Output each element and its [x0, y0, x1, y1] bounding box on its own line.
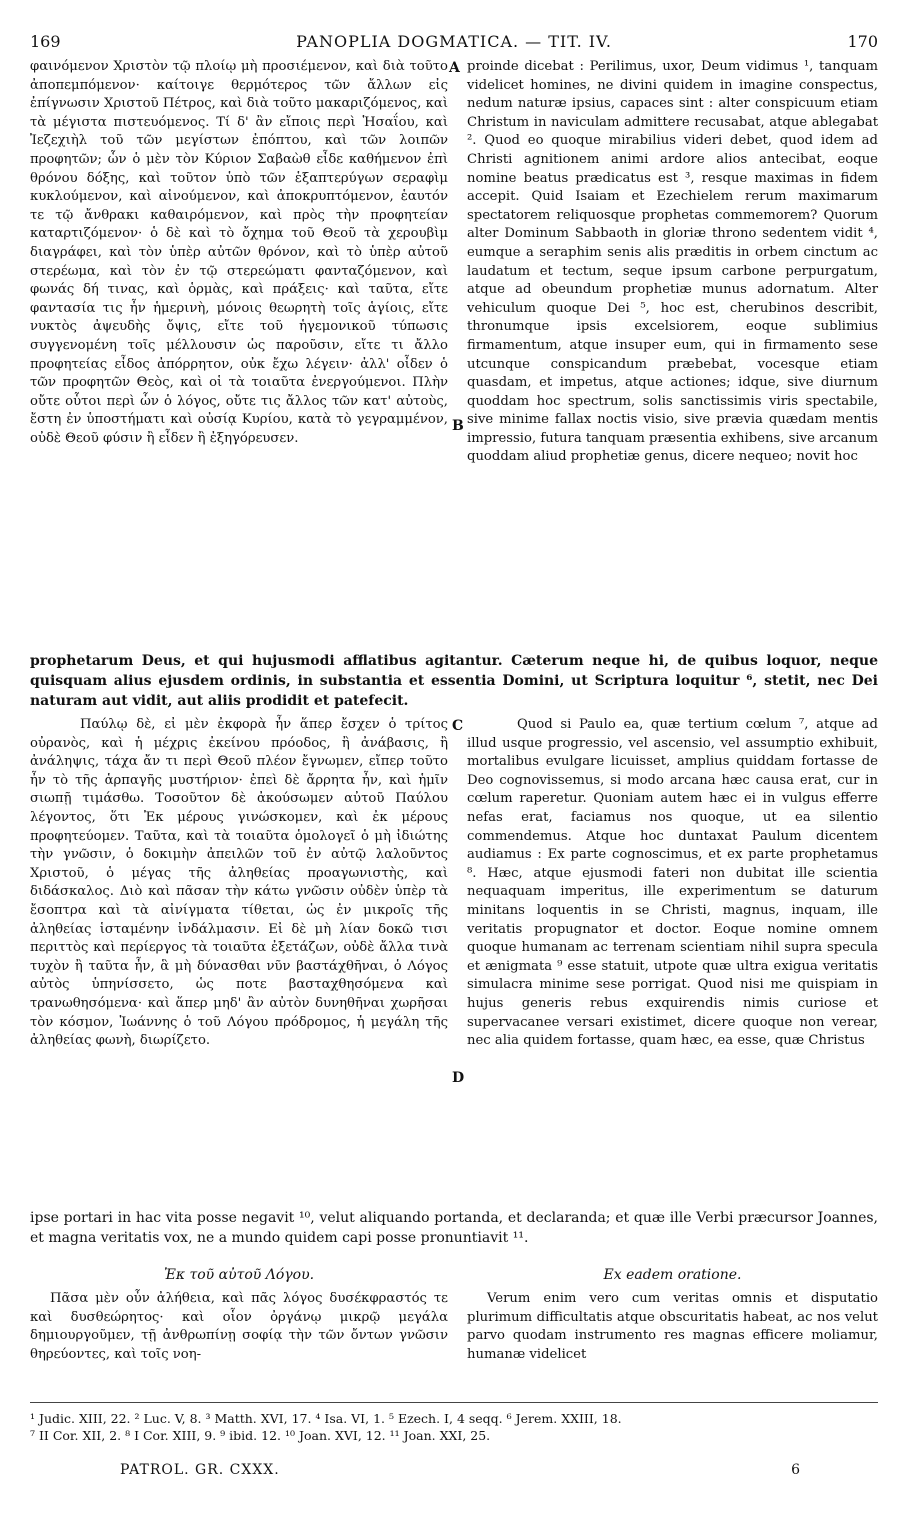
greek-paragraph-3: Πᾶσα μὲν οὖν ἀλήθεια, καὶ πᾶς λόγος δυσέκφραστός τε καὶ δυσθεώρητος· καὶ οἷον ὀργάνῳ μικρῷ μεγάλα δημιουργοῦμεν, τῇ ἀνθρωπίνῃ σοφίᾳ τὴν τῶν ὄντων γνῶσιν θηρεύοντες, καὶ τοῖς νοη- — [30, 1291, 448, 1362]
latin-column-3 — [467, 1290, 878, 1364]
footnote-rule — [30, 1402, 878, 1403]
greek-paragraph-1: φαινόμενον Χριστὸν τῷ πλοίῳ μὴ προσιέμενον, καὶ διὰ τοῦτο ἀποπεμπόμενον· καίτοιγε θερμότερος τῶν ἄλλων εἰς ἐπίγνωσιν Χριστοῦ Πέτρος, καὶ διὰ τοῦτο μακαριζόμενος, καὶ τὰ μέγιστα πιστευόμενος. Τί δ' ἂν εἴποις περὶ Ἡσαΐου, καὶ Ἰεζεχιὴλ τοῦ τῶν μεγίστων ἐπόπτου, καὶ τῶν λοιπῶν προφητῶν; ὧν ὁ μὲν τὸν Κύριον Σαβαὼθ εἶδε καθήμενον ἐπὶ θρόνου δόξης, καὶ τοῦτον ὑπὸ τῶν ἑξαπτερύγων σεραφὶμ κυκλούμενον, καὶ αἰνούμενον, καὶ ἀποκρυπτόμενον, ἑαυτόν τε τῷ ἄνθρακι καθαιρόμενον, καὶ πρὸς τὴν προφητείαν καταρτιζόμενον· ὁ δὲ καὶ τὸ ὄχημα τοῦ Θεοῦ τὰ χερουβὶμ διαγράφει, καὶ τὸν ὑπὲρ αὐτῶν θρόνον, καὶ τὸ ὑπὲρ αὐτοῦ στερέωμα, καὶ τὸν ἐν τῷ στερεώματι φανταζόμενον, καὶ φωνάς δή τινας, καὶ ὁρμὰς, καὶ πράξεις· καὶ ταῦτα, εἴτε φαντασία τις ἦν ἡμερινὴ, μόνοις θεωρητὴ τοῖς ἁγίοις, εἴτε νυκτὸς ἀψευδὴς ὄψις, εἴτε τοῦ ἡγεμονικοῦ τύπωσις συγγενομένη τοῖς μέλλουσιν ὡς παροῦσιν, εἴτε τι ἄλλο προφητείας εἶδος ἀπόρρητον, οὐκ ἔχω λέγειν· ἀλλ' οἶδεν ὁ τῶν προφητῶν Θεὸς, καὶ οἱ τὰ τοιαῦτα ἐνεργούμενοι. Πλὴν οὔτε οὗτοι περὶ ὧν ὁ λόγος, οὔτε τις ἄλλος τῶν κατ' αὐτοὺς, ἔστη ἐν ὑποστήματι καὶ οὐσίᾳ Κυρίου, κατὰ τὸ γεγραμμένον, οὐδὲ Θεοῦ φύσιν ἢ εἶδεν ἢ ἐξηγόρευσεν. — [30, 59, 448, 446]
latin-column-1 — [467, 58, 878, 467]
latin-continuation-2: ipse portari in hac vita posse negavit ¹⁰, velut aliquando portanda, et declaranda; et quæ ille Verbi præcursor Joannes, et magna veritatis vox, ne a mundo quidem capi posse pronuntiavit ¹¹. — [30, 1210, 878, 1246]
page-number-left: 169 — [30, 32, 61, 51]
page-header — [30, 32, 878, 56]
footnote-line-1: ¹ Judic. XIII, 22. ² Luc. V, 8. ³ Matth. XVI, 17. ⁴ Isa. VI, 1. ⁵ Ezech. I, 4 seqq. ⁶ Jerem. XXIII, 18. — [30, 1411, 622, 1426]
greek-column-1 — [30, 58, 448, 448]
section-marker-a: A — [449, 60, 460, 76]
greek-column-2 — [30, 716, 448, 1051]
page-number-right: 170 — [847, 32, 878, 51]
section-marker-d: D — [452, 1070, 465, 1086]
latin-paragraph-3: Verum enim vero cum veritas omnis et disputatio plurimum difficultatis atque obscuritatis habeat, ac nos velut parvo quodam instrumento res magnas efficere moliamur, humanæ videlicet — [467, 1291, 878, 1362]
running-title: PANOPLIA DOGMATICA. — TIT. IV. — [296, 32, 612, 51]
section-marker-c: C — [452, 718, 464, 734]
section-marker-b: B — [452, 418, 464, 434]
subheading-latin: Ex eadem oratione. — [603, 1267, 742, 1283]
footer-signature: PATROL. GR. CXXX. — [120, 1462, 280, 1478]
latin-continuation-1: prophetarum Deus, et qui hujusmodi afflatibus agitantur. Cæterum neque hi, de quibus loquor, neque quisquam alius ejusdem ordinis, in substantia et essentia Domini, ut Scriptura loquitur ⁶, stetit, nec Dei naturam aut vidit, aut aliis prodidit et patefecit. — [30, 653, 878, 709]
latin-column-2 — [467, 716, 878, 1051]
footnote-line-2: ⁷ II Cor. XII, 2. ⁸ I Cor. XIII, 9. ⁹ ibid. 12. ¹⁰ Joan. XVI, 12. ¹¹ Joan. XXI, 25. — [30, 1428, 491, 1443]
footnotes — [30, 1410, 878, 1444]
subheading-greek: Ἐκ τοῦ αὐτοῦ Λόγου. — [163, 1267, 315, 1283]
latin-paragraph-2: Quod si Paulo ea, quæ tertium cœlum ⁷, atque ad illud usque progressio, vel ascensio, vel assumptio exhibuit, mortalibus evulgare licuisset, amplius quiddam fortasse de Deo cognovissemus, si modo arcana hæc causa erat, cur in cœlum raperetur. Quoniam autem hæc ei in vulgus efferre nefas erat, faciamus nos quoque, ut ea silentio commendemus. Atque hoc duntaxat Paulum dicentem audiamus : Ex parte cognoscimus, et ex parte prophetamus ⁸. Hæc, atque ejusmodi fateri non dubitat ille scientia nequaquam imperitus, ille experimentum se daturum minitans loquentis in se Christi, magnus, inquam, ille veritatis propugnator et doctor. Eoque nomine omnem quoque humanam ac terrenam scientiam nihil supra specula et ænigmata ⁹ esse statuit, utpote quæ ultra exigua veritatis simulacra minime sese porrigat. Quod nisi me quispiam in hujus generis rebus exquirendis nimis curiose et supervacanee versari existimet, dicere quoque non verear, nec alia quidem fortasse, quam hæc, ea esse, quæ Christus — [467, 717, 878, 1049]
full-width-paragraph-1 — [30, 651, 878, 711]
greek-column-3 — [30, 1290, 448, 1364]
footer-gathering-number: 6 — [791, 1462, 800, 1478]
full-width-paragraph-2 — [30, 1208, 878, 1248]
latin-paragraph-1: proinde dicebat : Perilimus, uxor, Deum vidimus ¹, tanquam videlicet homines, ne divini quidem in imagine conspectus, nedum naturæ ipsius, capaces sint : alter conspicuum etiam Christum in naviculam admittere recusabat, atque ablegabat ². Quod eo quoque mirabilius videri debet, quod idem ad Christi agnitionem animi ardore alios antecibat, eoque nomine beatus prædicatus est ³, resque maximas in fidem accepit. Quid Isaiam et Ezechielem rerum maximarum spectatorem reliquosque prophetas commemorem? Quorum alter Dominum Sabbaoth in gloriæ throno sedentem vidit ⁴, eumque a seraphim senis alis præditis in orbem cinctum ac laudatum et tectum, seque ipsum carbone perpurgatum, atque ad obeundum prophetiæ munus adornatum. Alter vehiculum quoque Dei ⁵, hoc est, cherubinos describit, thronumque ipsis excelsiorem, eoque sublimius firmamentum, atque insuper eum, qui in firmamento sese utcunque conspicandum præbebat, vocesque etiam quasdam, et impetus, atque actiones; idque, sive diurnum quoddam hoc spectrum, solis sanctissimis viris spectabile, sive minime fallax noctis visio, sive prævia quædam mentis impressio, futura tanquam præsentia exhibens, sive arcanum quoddam aliud prophetiæ genus, dicere nequeo; novit hoc — [467, 59, 878, 465]
greek-paragraph-2: Παύλῳ δὲ, εἰ μὲν ἐκφορὰ ἦν ἅπερ ἔσχεν ὁ τρίτος οὐρανὸς, καὶ ἡ μέχρις ἐκείνου πρόοδος, ἢ ἀνάβασις, ἢ ἀνάληψις, τάχα ἄν τι περὶ Θεοῦ πλέον ἔγνωμεν, εἴπερ τοῦτο ἦν τὸ τῆς ἁρπαγῆς μυστήριον· ἐπεὶ δὲ ἄρρητα ἦν, καὶ ἡμῖν σιωπῇ τιμάσθω. Τοσοῦτον δὲ ἀκούσωμεν αὐτοῦ Παύλου λέγοντος, ὅτι Ἐκ μέρους γινώσκομεν, καὶ ἐκ μέρους προφητεύομεν. Ταῦτα, καὶ τὰ τοιαῦτα ὁμολογεῖ ὁ μὴ ἰδιώτης τὴν γνῶσιν, ὁ δοκιμὴν ἀπειλῶν τοῦ ἐν αὐτῷ λαλοῦντος Χριστοῦ, ὁ μέγας τῆς ἀληθείας προαγωνιστὴς, καὶ διδάσκαλος. Διὸ καὶ πᾶσαν τὴν κάτω γνῶσιν οὐδὲν ὑπὲρ τὰ ἔσοπτρα καὶ τὰ αἰνίγματα τίθεται, ὡς ἐν μικροῖς τῆς ἀληθείας ἱσταμένην ἰνδάλμασιν. Εἰ δὲ μὴ λίαν δοκῶ τισι περιττὸς καὶ περίεργος τὰ τοιαῦτα ἐξετάζων, οὐδὲ ἄλλα τινὰ τυχὸν ἢ ταῦτα ἦν, ἃ μὴ δύνασθαι νῦν βαστάχθῆναι, ὁ Λόγος αὐτὸς ὑπηνίσσετο, ὡς ποτε βασταχθησόμενα καὶ τρανωθησόμενα· καὶ ἅπερ μηδ' ἂν αὐτὸν δυνηθῆναι χωρῆσαι τὸν κόσμον, Ἰωάννης ὁ τοῦ Λόγου πρόδρομος, ἡ μεγάλη τῆς ἀληθείας φωνὴ, διωρίζετο. — [30, 717, 448, 1049]
